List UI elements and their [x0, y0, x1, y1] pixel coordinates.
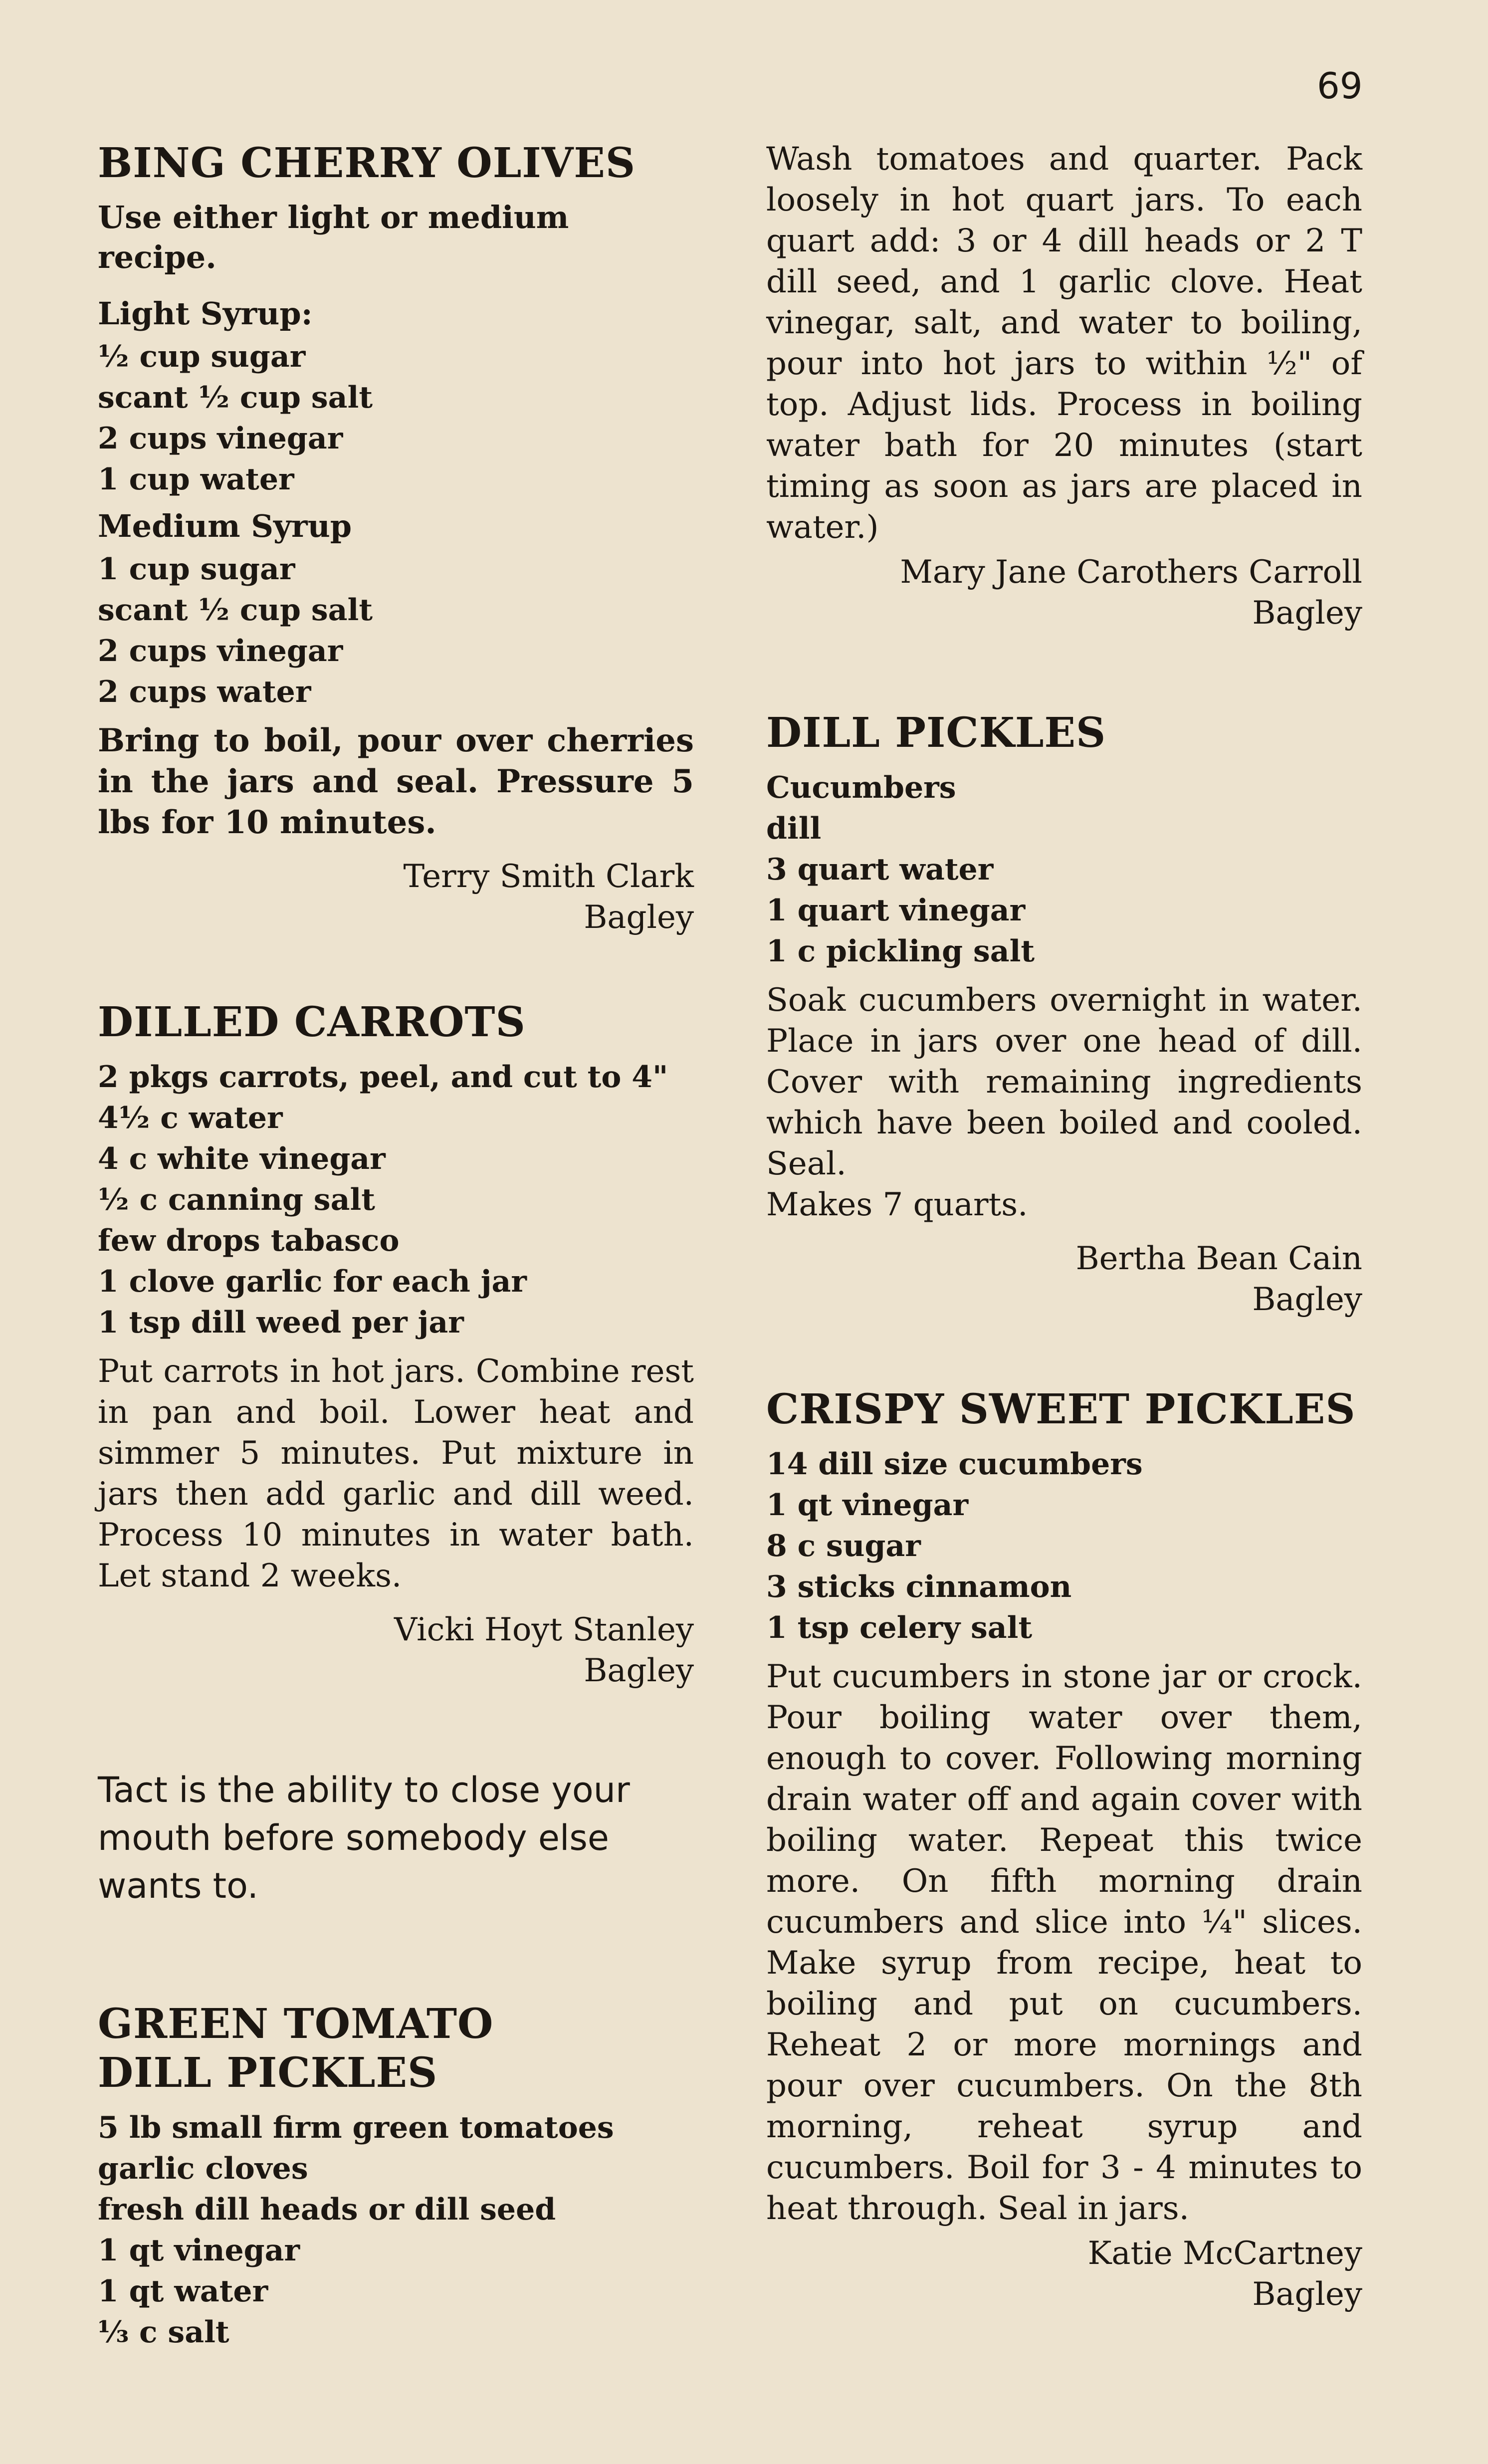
recipe-yield: Makes 7 quarts.: [766, 1186, 1028, 1223]
ingredient: 1 tsp dill weed per jar: [98, 1305, 464, 1340]
ingredient: 14 dill size cucumbers: [766, 1447, 1143, 1482]
filler-quote: Tact is the ability to close your mouth before somebody else wants to.: [98, 1770, 630, 1906]
ingredient: scant ½ cup salt: [98, 380, 373, 415]
recipe-bing-cherry-olives: [98, 139, 694, 938]
ingredient: 2 pkgs carrots, peel, and cut to 4": [98, 1060, 668, 1095]
ingredient: 1 quart vinegar: [766, 893, 1026, 928]
recipe-instructions: Bring to boil, pour over cherries in the jars and seal. Pressure 5 lbs for 10 minutes.: [98, 722, 694, 841]
recipe-title-line: DILL PICKLES: [98, 2049, 438, 2097]
recipe-title: DILLED CARROTS: [98, 998, 526, 1046]
author-name: Mary Jane Carothers Carroll: [900, 554, 1362, 591]
ingredient: dill: [766, 811, 822, 846]
ingredient: 2 cups water: [98, 674, 311, 709]
right-column: [766, 139, 1362, 2315]
author-name: Terry Smith Clark: [403, 858, 694, 895]
ingredient: 1 cup sugar: [98, 552, 295, 587]
recipe-credit: [766, 1238, 1362, 1320]
recipe-title: DILL PICKLES: [766, 709, 1106, 757]
recipe-dilled-carrots: [98, 998, 694, 1691]
medium-syrup-ingredients: [98, 549, 694, 712]
left-column: [98, 139, 694, 2353]
ingredient-list: [766, 1444, 1362, 1648]
page-number: 69: [1317, 65, 1363, 107]
recipe-green-tomato-dill-pickles: [98, 2000, 694, 2353]
recipe-green-tomato-continued: [766, 139, 1362, 634]
ingredient: 1 c pickling salt: [766, 934, 1035, 969]
ingredient: ½ c canning salt: [98, 1182, 375, 1217]
ingredient: 5 lb small firm green tomatoes: [98, 2110, 614, 2145]
author-name: Bertha Bean Cain: [1075, 1240, 1362, 1277]
recipe-credit: [98, 1609, 694, 1691]
recipe-instructions: Soak cucumbers overnight in water. Place in jars over one head of dill. Cover with remaining ingredients which have been boiled and cooled. Seal.: [766, 982, 1362, 1182]
ingredient-list: [766, 767, 1362, 972]
author-town: Bagley: [1252, 595, 1362, 632]
ingredient: 1 tsp celery salt: [766, 1610, 1033, 1645]
ingredient: 1 qt vinegar: [98, 2233, 300, 2268]
ingredient-list: [98, 1057, 694, 1343]
ingredient: 2 cups vinegar: [98, 634, 343, 669]
recipe-note: Use either light or medium recipe.: [98, 199, 569, 275]
ingredient: 1 qt water: [98, 2274, 268, 2309]
ingredient: ⅓ c salt: [98, 2315, 229, 2350]
author-town: Bagley: [1252, 1281, 1362, 1318]
ingredient: fresh dill heads or dill seed: [98, 2192, 556, 2227]
author-town: Bagley: [584, 899, 694, 936]
recipe-crispy-sweet-pickles: [766, 1385, 1362, 2315]
ingredient: 1 clove garlic for each jar: [98, 1264, 527, 1299]
recipe-instructions: Put carrots in hot jars. Combine rest in pan and boil. Lower heat and simmer 5 minutes. Put mixture in jars then add garlic and dill weed. Process 10 minutes in water bath. Let stand 2 weeks.: [98, 1353, 694, 1594]
recipe-instructions: Wash tomatoes and quarter. Pack loosely in hot quart jars. To each quart add: 3 or 4 dill heads or 2 T dill seed, and 1 garlic clove. Heat vinegar, salt, and water to boiling, pour into hot jars to within ½" of top. Adjust lids. Process in boiling water bath for 20 minutes (start timing as soon as jars are placed in water.): [766, 141, 1362, 546]
ingredient: 4½ c water: [98, 1101, 283, 1135]
author-town: Bagley: [584, 1652, 694, 1689]
recipe-credit: [98, 856, 694, 938]
recipe-credit: [766, 2233, 1362, 2315]
author-town: Bagley: [1252, 2276, 1362, 2313]
ingredient: scant ½ cup salt: [98, 593, 373, 628]
ingredient: few drops tabasco: [98, 1223, 400, 1258]
recipe-title-line: GREEN TOMATO: [98, 2000, 494, 2048]
ingredient: ½ cup sugar: [98, 339, 306, 374]
ingredient: 3 sticks cinnamon: [766, 1569, 1072, 1604]
author-name: Katie McCartney: [1087, 2235, 1362, 2272]
ingredient: 2 cups vinegar: [98, 421, 343, 456]
ingredient: 3 quart water: [766, 852, 994, 887]
ingredient: 1 cup water: [98, 462, 294, 497]
ingredient: 8 c sugar: [766, 1529, 921, 1564]
recipe-title: CRISPY SWEET PICKLES: [766, 1385, 1356, 1433]
recipe-credit: [766, 552, 1362, 634]
recipe-dill-pickles: [766, 708, 1362, 1320]
recipe-title: BING CHERRY OLIVES: [98, 139, 636, 187]
light-syrup-heading: Light Syrup:: [98, 295, 313, 332]
ingredient: garlic cloves: [98, 2151, 308, 2186]
recipe-title: [98, 2000, 694, 2097]
author-name: Vicki Hoyt Stanley: [394, 1611, 694, 1648]
light-syrup-ingredients: [98, 336, 694, 500]
medium-syrup-heading: Medium Syrup: [98, 508, 352, 544]
ingredient: 1 qt vinegar: [766, 1488, 969, 1523]
recipe-instructions: Put cucumbers in stone jar or crock. Pour boiling water over them, enough to cover. Following morning drain water off and again cover with boiling water. Repeat this twice more. On fifth morning drain cucumbers and slice into ¼" slices. Make syrup from recipe, heat to boiling and put on cucumbers. Reheat 2 or more mornings and pour over cucumbers. On the 8th morning, reheat syrup and cucumbers. Boil for 3 - 4 minutes to heat through. Seal in jars.: [766, 1658, 1362, 2227]
ingredient: Cucumbers: [766, 770, 956, 805]
ingredient-list: [98, 2107, 694, 2353]
ingredient: 4 c white vinegar: [98, 1141, 386, 1176]
